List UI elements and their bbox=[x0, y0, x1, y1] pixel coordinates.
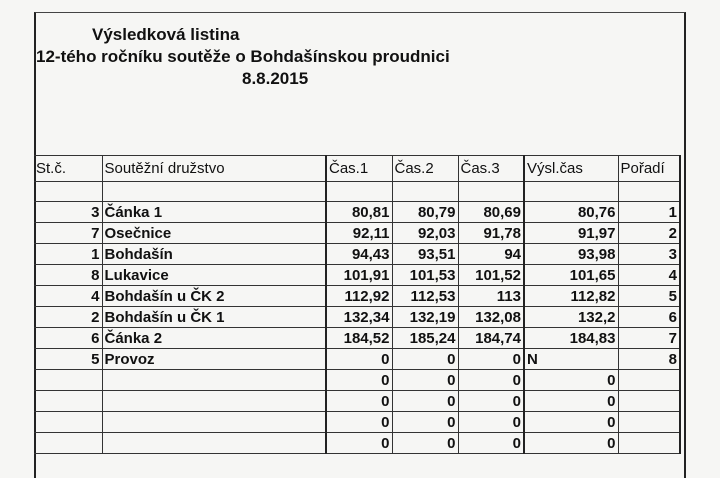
cell-poradi bbox=[618, 433, 680, 454]
cell-cas1: 184,52 bbox=[326, 328, 392, 349]
table-row bbox=[34, 412, 680, 433]
table-row bbox=[34, 223, 680, 244]
cell-poradi: 7 bbox=[618, 328, 680, 349]
document-subtitle: 12-tého ročníku soutěže o Bohdašínskou proudnici bbox=[36, 47, 450, 66]
cell-vysl: 101,65 bbox=[524, 265, 618, 286]
cell-stc: 6 bbox=[34, 328, 102, 349]
cell-stc: 2 bbox=[34, 307, 102, 328]
cell-stc: 8 bbox=[34, 265, 102, 286]
cell-cas1: 94,43 bbox=[326, 244, 392, 265]
cell-poradi: 1 bbox=[618, 202, 680, 223]
cell-cas3: 113 bbox=[458, 286, 524, 307]
spacer-row bbox=[34, 182, 680, 202]
cell-cas3: 0 bbox=[458, 391, 524, 412]
cell-vysl: 112,82 bbox=[524, 286, 618, 307]
cell-stc: 1 bbox=[34, 244, 102, 265]
cell-vysl: N bbox=[524, 349, 618, 370]
table-row bbox=[34, 202, 680, 223]
cell-team: Osečnice bbox=[102, 223, 326, 244]
cell-cas3: 0 bbox=[458, 370, 524, 391]
table-row bbox=[34, 328, 680, 349]
cell-stc: 7 bbox=[34, 223, 102, 244]
cell-cas2: 0 bbox=[392, 412, 458, 433]
cell-cas2: 93,51 bbox=[392, 244, 458, 265]
cell-team bbox=[102, 433, 326, 454]
cell-team: Čánka 2 bbox=[102, 328, 326, 349]
header-vysl: Výsl.čas bbox=[524, 156, 618, 182]
cell-poradi: 4 bbox=[618, 265, 680, 286]
table-row bbox=[34, 433, 680, 454]
cell-stc bbox=[34, 412, 102, 433]
cell-team: Provoz bbox=[102, 349, 326, 370]
header-team: Soutěžní družstvo bbox=[102, 156, 326, 182]
cell-cas3: 101,52 bbox=[458, 265, 524, 286]
cell-stc bbox=[34, 433, 102, 454]
cell-cas1: 80,81 bbox=[326, 202, 392, 223]
cell-stc: 5 bbox=[34, 349, 102, 370]
cell-cas2: 112,53 bbox=[392, 286, 458, 307]
cell-stc: 4 bbox=[34, 286, 102, 307]
cell-team: Čánka 1 bbox=[102, 202, 326, 223]
cell-cas1: 0 bbox=[326, 412, 392, 433]
cell-team bbox=[102, 412, 326, 433]
cell-vysl: 0 bbox=[524, 391, 618, 412]
cell-poradi: 8 bbox=[618, 349, 680, 370]
cell-cas2: 0 bbox=[392, 349, 458, 370]
cell-stc bbox=[34, 391, 102, 412]
cell-stc bbox=[34, 370, 102, 391]
cell-cas2: 101,53 bbox=[392, 265, 458, 286]
cell-cas1: 112,92 bbox=[326, 286, 392, 307]
cell-cas1: 0 bbox=[326, 370, 392, 391]
document-date: 8.8.2015 bbox=[242, 69, 309, 88]
cell-cas1: 0 bbox=[326, 349, 392, 370]
header-stc: St.č. bbox=[34, 156, 102, 182]
cell-cas2: 132,19 bbox=[392, 307, 458, 328]
cell-cas2: 0 bbox=[392, 433, 458, 454]
cell-cas1: 132,34 bbox=[326, 307, 392, 328]
document-title: Výsledková listina bbox=[92, 25, 240, 44]
header-poradi: Pořadí bbox=[618, 156, 680, 182]
cell-poradi: 6 bbox=[618, 307, 680, 328]
cell-cas2: 0 bbox=[392, 370, 458, 391]
cell-vysl: 93,98 bbox=[524, 244, 618, 265]
table-row bbox=[34, 244, 680, 265]
cell-poradi: 2 bbox=[618, 223, 680, 244]
cell-vysl: 0 bbox=[524, 433, 618, 454]
results-table bbox=[34, 155, 681, 454]
header-row bbox=[34, 156, 680, 182]
cell-poradi: 3 bbox=[618, 244, 680, 265]
cell-team: Bohdašín u ČK 2 bbox=[102, 286, 326, 307]
table-row bbox=[34, 391, 680, 412]
cell-cas2: 185,24 bbox=[392, 328, 458, 349]
cell-team: Bohdašín bbox=[102, 244, 326, 265]
cell-team: Bohdašín u ČK 1 bbox=[102, 307, 326, 328]
cell-vysl: 0 bbox=[524, 370, 618, 391]
cell-cas3: 184,74 bbox=[458, 328, 524, 349]
cell-cas3: 0 bbox=[458, 412, 524, 433]
table-row bbox=[34, 265, 680, 286]
cell-poradi: 5 bbox=[618, 286, 680, 307]
table-row bbox=[34, 307, 680, 328]
cell-poradi bbox=[618, 370, 680, 391]
cell-cas3: 0 bbox=[458, 433, 524, 454]
cell-cas3: 80,69 bbox=[458, 202, 524, 223]
table-row bbox=[34, 349, 680, 370]
cell-cas3: 132,08 bbox=[458, 307, 524, 328]
cell-poradi bbox=[618, 412, 680, 433]
cell-vysl: 184,83 bbox=[524, 328, 618, 349]
cell-cas3: 0 bbox=[458, 349, 524, 370]
cell-cas3: 91,78 bbox=[458, 223, 524, 244]
cell-vysl: 132,2 bbox=[524, 307, 618, 328]
cell-team bbox=[102, 370, 326, 391]
cell-vysl: 80,76 bbox=[524, 202, 618, 223]
cell-stc: 3 bbox=[34, 202, 102, 223]
header-cas3: Čas.3 bbox=[458, 156, 524, 182]
cell-team: Lukavice bbox=[102, 265, 326, 286]
cell-vysl: 0 bbox=[524, 412, 618, 433]
cell-cas2: 92,03 bbox=[392, 223, 458, 244]
cell-cas2: 0 bbox=[392, 391, 458, 412]
cell-cas1: 101,91 bbox=[326, 265, 392, 286]
table-row bbox=[34, 286, 680, 307]
header-cas1: Čas.1 bbox=[326, 156, 392, 182]
cell-vysl: 91,97 bbox=[524, 223, 618, 244]
cell-cas3: 94 bbox=[458, 244, 524, 265]
header-cas2: Čas.2 bbox=[392, 156, 458, 182]
cell-poradi bbox=[618, 391, 680, 412]
cell-cas1: 0 bbox=[326, 433, 392, 454]
cell-cas2: 80,79 bbox=[392, 202, 458, 223]
cell-cas1: 92,11 bbox=[326, 223, 392, 244]
cell-cas1: 0 bbox=[326, 391, 392, 412]
cell-team bbox=[102, 391, 326, 412]
table-row bbox=[34, 370, 680, 391]
